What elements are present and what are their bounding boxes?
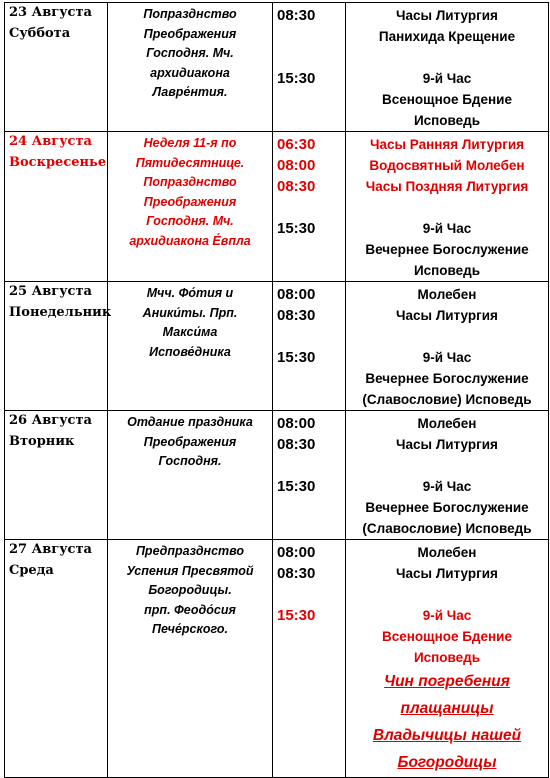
service-line-emphasis: плащаницы (400, 700, 494, 717)
service-line: Всенощное Бдение (382, 92, 512, 107)
service-line: Молебен (417, 416, 477, 431)
feast-line: архидиакона (150, 65, 230, 80)
weekday-label: Воскресенье (9, 155, 107, 170)
time-value: 15:30 (277, 349, 316, 366)
service-line: Часы Литургия (396, 437, 498, 452)
schedule-row (5, 411, 549, 540)
service-line: Вечернее Богослужение (365, 500, 529, 515)
date-label: 24 Августа (9, 134, 92, 149)
time-value: 08:00 (277, 415, 316, 432)
time-value: 15:30 (277, 478, 316, 495)
schedule-row (5, 540, 549, 778)
feast-line: Пятидесятнице. (135, 155, 245, 170)
date-cell (5, 411, 108, 540)
feast-cell (108, 411, 273, 540)
time-value: 08:30 (277, 436, 316, 453)
weekday-label: Среда (9, 563, 54, 578)
service-line: Часы Литургия (396, 308, 498, 323)
services-cell (346, 540, 549, 778)
feast-line: Макси́ма (162, 325, 218, 339)
service-line: Часы Литургия (396, 8, 498, 23)
feast-cell (108, 282, 273, 411)
schedule-row (5, 282, 549, 411)
date-cell (5, 3, 108, 132)
service-line-emphasis: Чин погребения (384, 673, 510, 690)
service-line: Исповедь (413, 650, 481, 665)
time-value: 08:30 (277, 7, 316, 24)
service-line: Молебен (417, 287, 477, 302)
time-cell (273, 132, 346, 282)
feast-cell (108, 3, 273, 132)
time-value: 08:30 (277, 307, 316, 324)
service-line: Панихида Крещение (378, 29, 516, 44)
feast-line: Неделя 11-я по (143, 136, 237, 150)
time-cell (273, 282, 346, 411)
service-line: Исповедь (413, 263, 481, 278)
service-line: 9-й Час (422, 479, 472, 494)
feast-line: Попразднство (143, 7, 237, 21)
feast-line: Пече́рского. (152, 622, 228, 636)
schedule-table (4, 2, 549, 778)
feast-line: Предпразднство (135, 544, 245, 558)
feast-cell (108, 132, 273, 282)
time-value: 15:30 (277, 70, 316, 87)
service-line: Вечернее Богослужение (365, 371, 529, 386)
feast-line: Богородицы. (148, 583, 232, 597)
service-line: Молебен (417, 545, 477, 560)
feast-line: Лавре́нтия. (152, 85, 228, 99)
service-line: Часы Поздняя Литургия (365, 179, 529, 194)
service-line: 9-й Час (422, 221, 472, 236)
services-cell (346, 3, 549, 132)
date-cell (5, 540, 108, 778)
service-line: Часы Литургия (396, 566, 498, 581)
feast-line: Господня. (158, 454, 222, 468)
service-line: Водосвятный Молебен (369, 158, 525, 173)
services-cell (346, 282, 549, 411)
service-line-emphasis: Владычицы нашей (372, 727, 522, 744)
time-cell (273, 411, 346, 540)
feast-line: архидиакона Е́впла (129, 233, 251, 248)
service-line: 9-й Час (422, 71, 472, 86)
time-value: 08:00 (277, 157, 316, 174)
feast-cell (108, 540, 273, 778)
feast-line: прп. Феодо́сия (144, 602, 236, 617)
time-value: 15:30 (277, 607, 316, 624)
date-label: 25 Августа (9, 284, 92, 299)
service-line: (Славословие) Исповедь (362, 521, 532, 536)
feast-line: Испове́дника (149, 344, 231, 359)
feast-line: Мчч. Фо́тия и (146, 286, 234, 300)
service-line: Часы Ранняя Литургия (369, 137, 525, 152)
feast-line: Преображения (143, 434, 237, 449)
service-line: (Славословие) Исповедь (362, 392, 532, 407)
schedule-row (5, 132, 549, 282)
service-line: Исповедь (413, 113, 481, 128)
service-line: 9-й Час (422, 608, 472, 623)
time-value: 08:30 (277, 178, 316, 195)
date-label: 27 Августа (9, 542, 92, 557)
feast-line: Успения Пресвятой (126, 563, 254, 578)
time-cell (273, 3, 346, 132)
date-cell (5, 132, 108, 282)
service-line: 9-й Час (422, 350, 472, 365)
time-value: 08:00 (277, 286, 316, 303)
time-value: 08:00 (277, 544, 316, 561)
feast-line: Аники́ты. Прп. (142, 305, 238, 320)
feast-line: Преображения (143, 26, 237, 41)
weekday-label: Вторник (9, 434, 75, 449)
service-line: Вечернее Богослужение (365, 242, 529, 257)
time-value: 06:30 (277, 136, 316, 153)
time-value: 15:30 (277, 220, 316, 237)
time-value: 08:30 (277, 565, 316, 582)
weekday-label: Понедельник (9, 305, 112, 320)
services-cell (346, 411, 549, 540)
feast-line: Отдание праздника (127, 415, 253, 429)
feast-line: Преображения (143, 194, 237, 209)
services-cell (346, 132, 549, 282)
date-cell (5, 282, 112, 411)
feast-line: Господня. Мч. (146, 46, 234, 60)
feast-line: Господня. Мч. (146, 214, 234, 228)
weekday-label: Суббота (9, 26, 71, 41)
feast-line: Попразднство (143, 175, 237, 189)
date-label: 26 Августа (9, 413, 92, 428)
time-cell (273, 540, 346, 778)
date-label: 23 Августа (9, 5, 92, 20)
service-line: Всенощное Бдение (382, 629, 512, 644)
service-line-emphasis: Богородицы (397, 754, 497, 771)
schedule-row (5, 3, 549, 132)
